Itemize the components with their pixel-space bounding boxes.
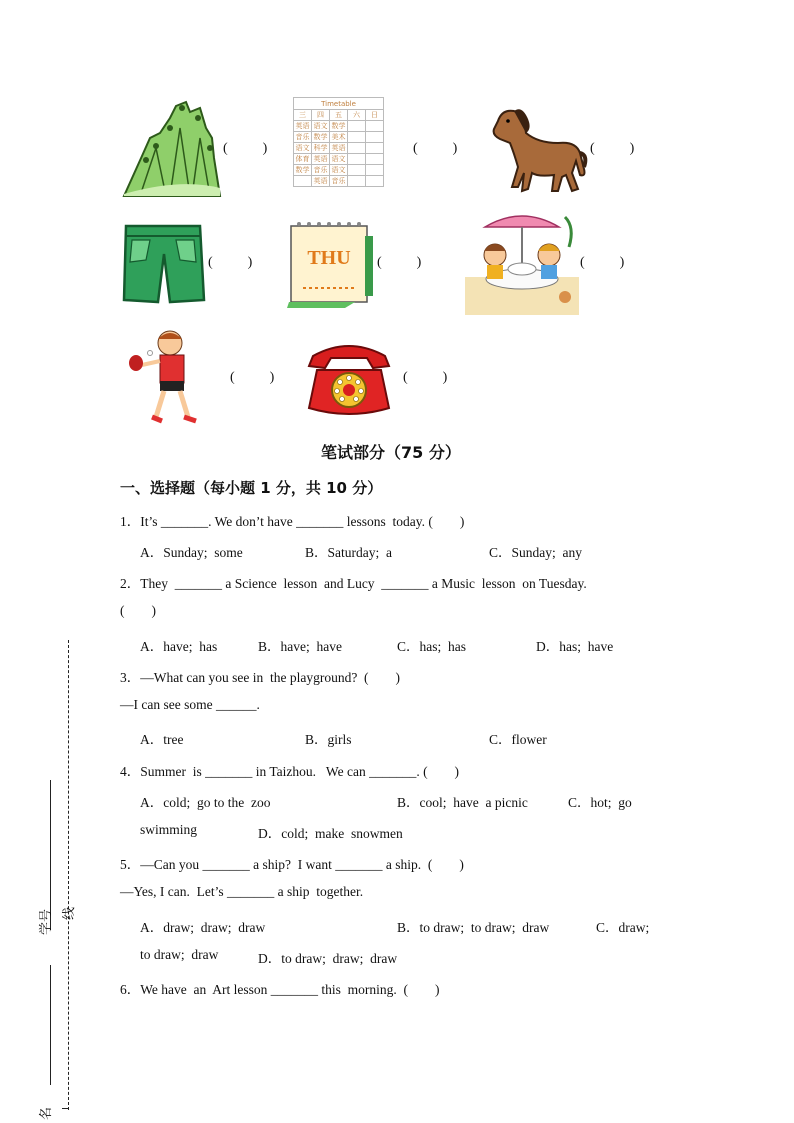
answer-paren-8: ( ) (403, 370, 448, 385)
timetable-cell (366, 121, 384, 132)
timetable-cell (366, 132, 384, 143)
picnic-picture (465, 207, 579, 315)
name-label: 名 (39, 1106, 54, 1120)
telephone-picture (303, 336, 395, 418)
timetable-title: Timetable (294, 98, 384, 110)
timetable-picture (293, 97, 384, 187)
q4-option-c: C．hot; go (568, 795, 632, 810)
timetable-cell (348, 176, 366, 187)
q2-option-d: D．has; have (536, 639, 614, 654)
answer-paren-2: ( ) (413, 141, 458, 156)
question-6: 6．We have an Art lesson _______ this morning. ( ) (120, 982, 440, 997)
question-3-line2: —I can see some ______. (120, 697, 260, 712)
timetable-cell (348, 132, 366, 143)
timetable-cell: 语文 (295, 144, 310, 152)
margin-tick (62, 1108, 68, 1109)
answer-paren-7: ( ) (230, 370, 275, 385)
q1-option-a: A．Sunday; some (140, 545, 243, 560)
timetable-cell: 语文 (331, 166, 346, 174)
timetable-cell (366, 143, 384, 154)
cut-line-label: 线 (62, 906, 77, 920)
shorts-picture (120, 220, 206, 306)
timetable-header-cell: 五 (330, 110, 348, 121)
q1-option-c: C．Sunday; any (489, 545, 582, 560)
timetable-cell (366, 176, 384, 187)
timetable-cell: 音乐 (331, 177, 346, 185)
q3-option-a: A．tree (140, 732, 184, 747)
timetable-row (294, 121, 384, 132)
q4-option-b: B．cool; have a picnic (397, 795, 528, 810)
timetable-cell: 数学 (313, 133, 328, 141)
answer-paren-5: ( ) (377, 255, 422, 270)
timetable-cell (366, 165, 384, 176)
mountain-picture (120, 98, 224, 198)
answer-paren-3: ( ) (590, 141, 635, 156)
answer-paren-1: ( ) (223, 141, 268, 156)
q5-option-d: D．to draw; draw; draw (258, 951, 398, 966)
timetable-cell: 体育 (295, 155, 310, 163)
calendar-day-text: THU (307, 247, 351, 269)
q1-option-b: B．Saturday; a (305, 545, 392, 560)
timetable-cell: 音乐 (313, 166, 328, 174)
answer-paren-4: ( ) (208, 255, 253, 270)
written-part-title: 笔试部分（75 分） (321, 443, 461, 462)
timetable-row (294, 132, 384, 143)
q3-option-b: B．girls (305, 732, 352, 747)
timetable-cell (348, 143, 366, 154)
q5-option-a: A．draw; draw; draw (140, 920, 266, 935)
timetable-row (294, 176, 384, 187)
question-2-paren: ( ) (120, 603, 156, 618)
timetable-cell: 英语 (313, 177, 328, 185)
question-5: 5．—Can you _______ a ship? I want _______ a ship. ( ) (120, 857, 464, 872)
question-2: 2．They _______ a Science lesson and Lucy _______ a Music lesson on Tuesday. (120, 576, 587, 591)
timetable-header-cell: 日 (366, 110, 384, 121)
timetable-cell (348, 121, 366, 132)
q2-option-a: A．have; has (140, 639, 218, 654)
timetable-cell: 英语 (295, 122, 310, 130)
timetable-header-row (294, 110, 384, 121)
timetable-cell: 英语 (331, 144, 346, 152)
timetable-cell: 数学 (295, 166, 310, 174)
timetable-cell (348, 154, 366, 165)
q4-option-a: A．cold; go to the zoo (140, 795, 271, 810)
q4-option-c-cont: swimming (140, 822, 198, 837)
timetable-cell: 美术 (331, 133, 346, 141)
timetable-cell (366, 154, 384, 165)
q5-option-b: B．to draw; to draw; draw (397, 920, 550, 935)
timetable-cell: 数学 (331, 122, 346, 130)
question-4: 4．Summer is _______ in Taizhou. We can _______. ( ) (120, 764, 460, 779)
timetable-cell: 语文 (331, 155, 346, 163)
section1-title: 一、选择题（每小题 1 分，共 10 分） (120, 479, 383, 497)
q2-option-c: C．has; has (397, 639, 466, 654)
timetable-cell: 音乐 (295, 133, 310, 141)
timetable-row (294, 154, 384, 165)
timetable-cell: 科学 (313, 144, 328, 152)
timetable-row (294, 143, 384, 154)
q4-option-d: D．cold; make snowmen (258, 826, 403, 841)
calendar-picture (285, 216, 377, 308)
timetable-cell: 语文 (313, 122, 328, 130)
student-id-label: 学号 (39, 908, 54, 935)
q2-option-b: B．have; have (258, 639, 342, 654)
student-id-underline (50, 780, 51, 930)
question-1: 1．It’s _______. We don’t have _______ lessons today. ( ) (120, 514, 465, 529)
timetable-row (294, 165, 384, 176)
timetable-header-cell: 四 (312, 110, 330, 121)
answer-paren-6: ( ) (580, 255, 625, 270)
question-5-line2: —Yes, I can. Let’s _______ a ship together. (120, 884, 364, 899)
horse-picture (488, 103, 588, 195)
timetable-cell (294, 176, 312, 187)
binding-dashed-line (68, 640, 69, 1110)
q5-option-c-cont: to draw; draw (140, 947, 219, 962)
q5-option-c: C．draw; (596, 920, 650, 935)
table-tennis-picture (128, 325, 208, 429)
timetable-header-cell: 六 (348, 110, 366, 121)
question-3: 3．—What can you see in the playground? ( ) (120, 670, 401, 685)
timetable-cell (348, 165, 366, 176)
q3-option-c: C．flower (489, 732, 547, 747)
timetable-header-cell: 三 (294, 110, 312, 121)
name-underline (50, 965, 51, 1085)
timetable-cell: 英语 (313, 155, 328, 163)
